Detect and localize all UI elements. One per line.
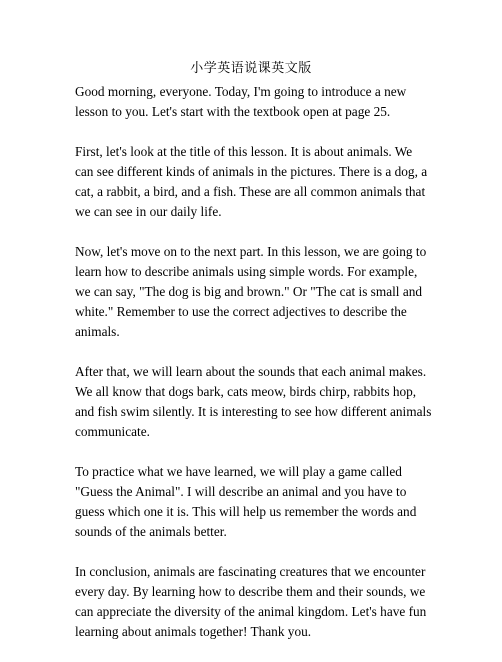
paragraph-line: white." Remember to use the correct adjectives to describe the [75, 304, 407, 319]
document-title: 小学英语说课英文版 [190, 60, 312, 75]
paragraph-line: cat, a rabbit, a bird, and a fish. These are all common animals that [75, 184, 426, 199]
paragraph-line: animals. [75, 324, 120, 339]
paragraph-line: learning about animals together! Thank you. [75, 624, 312, 639]
paragraph-line: and fish swim silently. It is interesting to see how different animals [75, 404, 432, 419]
paragraph-line: lesson to you. Let's start with the textbook open at page 25. [75, 104, 391, 119]
paragraph-line: guess which one it is. This will help us remember the words and [75, 504, 417, 519]
paragraph-line: learn how to describe animals using simple words. For example, [75, 264, 418, 279]
paragraph-line: Now, let's move on to the next part. In this lesson, we are going to [75, 244, 427, 259]
paragraph-lesson-title [75, 142, 427, 222]
paragraph-line: communicate. [75, 424, 150, 439]
paragraph-line: In conclusion, animals are fascinating creatures that we encounter [75, 564, 426, 579]
paragraph-line: we can say, "The dog is big and brown." Or "The cat is small and [75, 284, 423, 299]
paragraph-line: Good morning, everyone. Today, I'm going to introduce a new [75, 84, 407, 99]
paragraph-line: After that, we will learn about the sounds that each animal makes. [75, 364, 427, 379]
paragraph-line: we can see in our daily life. [75, 204, 222, 219]
paragraph-greeting [75, 82, 427, 122]
paragraph-game [75, 462, 427, 542]
paragraph-line: "Guess the Animal". I will describe an animal and you have to [75, 484, 407, 499]
paragraph-animal-sounds [75, 362, 432, 442]
paragraph-line: First, let's look at the title of this lesson. It is about animals. We [75, 144, 413, 159]
paragraph-line: We all know that dogs bark, cats meow, birds chirp, rabbits hop, [75, 384, 417, 399]
paragraph-line: can appreciate the diversity of the animal kingdom. Let's have fun [75, 604, 427, 619]
paragraph-conclusion [75, 562, 427, 642]
paragraph-line: sounds of the animals better. [75, 524, 227, 539]
paragraph-line: can see different kinds of animals in the pictures. There is a dog, a [75, 164, 428, 179]
paragraph-line: To practice what we have learned, we will play a game called [75, 464, 402, 479]
paragraph-line: every day. By learning how to describe them and their sounds, we [75, 584, 426, 599]
paragraph-describe-animals [75, 242, 427, 342]
document-body [75, 82, 432, 662]
